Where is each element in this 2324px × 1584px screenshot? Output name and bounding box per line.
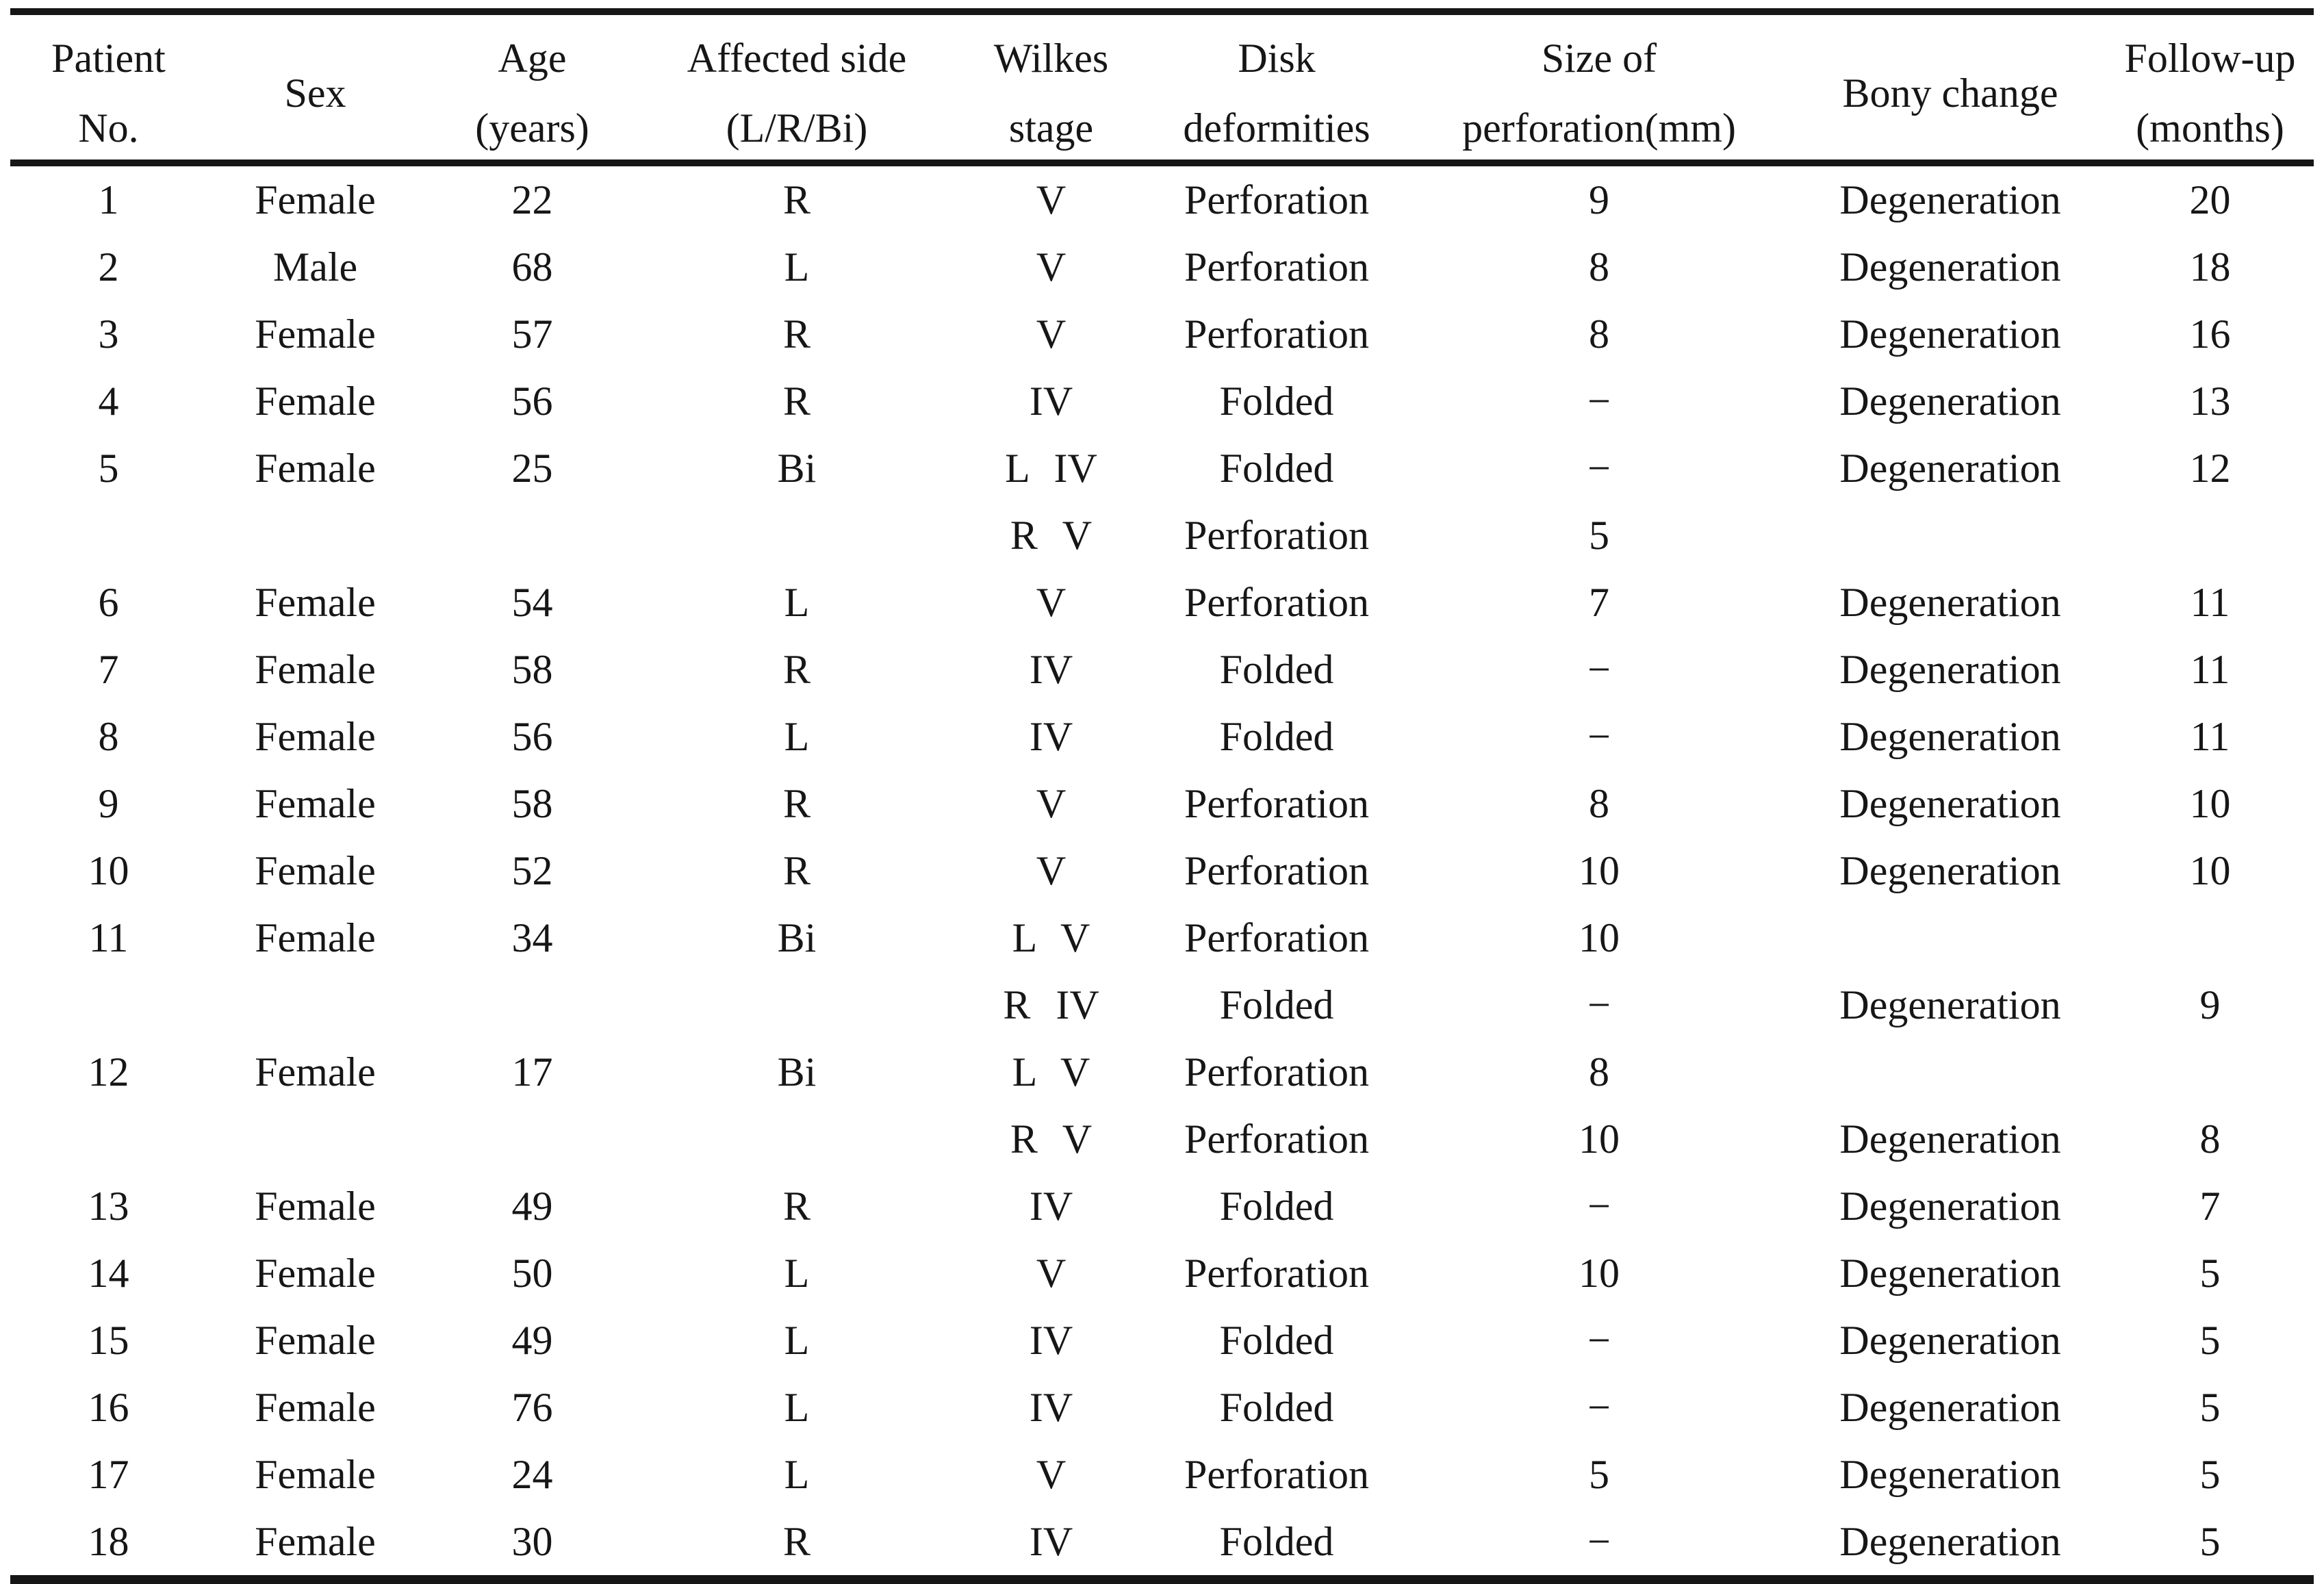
cell-patient-no: 11 [88,915,129,960]
cell-patient-no: 4 [98,379,119,424]
column-header-size-of-perforation [1404,12,1794,163]
cell-wilkes-stage: IV [1029,1318,1073,1363]
cell-affected-side: R [782,647,811,692]
cell-patient-no: 14 [88,1251,129,1296]
cell-follow-up: 12 [2189,446,2231,491]
cell-age: 76 [511,1385,553,1430]
cell-patient-no: 5 [98,446,119,491]
cell-patient-no: 9 [98,781,119,826]
cell-affected-side: R [782,848,811,893]
header-line-1: Patient [51,35,166,81]
cell-sex: Female [255,848,376,893]
cell-patient-no [10,1106,207,1173]
cell-follow-up: 7 [2199,1184,2221,1229]
cell-age: 30 [511,1519,553,1564]
cell-size-of-perforation: 9 [1589,177,1609,222]
cell-follow-up: 13 [2189,379,2231,424]
cell-wilkes-stage: IV [1029,1519,1073,1564]
cell-wilkes-stage: V [1036,244,1067,290]
header-line-2: stage [1008,105,1094,151]
cell-sex: Female [255,1184,376,1229]
cell-disk-deformities: Perforation [1184,580,1369,625]
cell-size-of-perforation: 7 [1589,580,1609,625]
cell-wilkes-stage: IV [1029,1184,1073,1229]
cell-sex: Female [255,1049,376,1095]
cell-bony-change: Degeneration [1839,714,2061,759]
cell-disk-deformities: Perforation [1184,177,1369,222]
cell-sex: Female [255,915,376,960]
column-header-affected-side [641,12,953,163]
cell-disk-deformities: Folded [1219,1519,1334,1564]
header-line-1: Bony change [1842,70,2058,116]
cell-size-of-perforation: − [1587,982,1611,1027]
cell-age: 22 [511,177,553,222]
cell-bony-change: Degeneration [1839,311,2061,357]
cell-affected-side: L [784,1452,810,1497]
column-header-lines [2106,15,2314,159]
table-row [10,636,2314,703]
cell-bony-change: Degeneration [1839,244,2061,290]
cell-affected-side: L [784,244,810,290]
cell-follow-up: 11 [2190,580,2230,625]
cell-wilkes-stage: V [1036,781,1067,826]
cell-patient-no: 18 [88,1519,129,1564]
cell-follow-up: 11 [2190,647,2230,692]
cell-follow-up: 9 [2199,982,2221,1027]
cell-affected-side: Bi [777,1049,817,1095]
cell-wilkes-stage: IV [1029,647,1073,692]
column-header-lines [1149,15,1404,159]
cell-wilkes-stage: V [1036,1251,1067,1296]
cell-bony-change: Degeneration [1839,1318,2061,1363]
cell-sex [207,971,424,1038]
cell-patient-no [10,971,207,1038]
cell-disk-deformities: Folded [1219,647,1334,692]
cell-disk-deformities: Perforation [1184,1251,1369,1296]
cell-bony-change: Degeneration [1839,647,2061,692]
cell-age: 57 [511,311,553,357]
column-header-lines [207,15,424,159]
header-line-2: No. [78,105,139,151]
cell-patient-no: 1 [98,177,119,222]
cell-age: 17 [511,1049,553,1095]
cell-sex: Female [255,379,376,424]
cell-sex [207,1106,424,1173]
cell-bony-change: Degeneration [1839,848,2061,893]
table-row [10,1508,2314,1580]
cell-age: 49 [511,1318,553,1363]
cell-wilkes-stage: L V [1012,1049,1090,1095]
cell-affected-side [641,971,953,1038]
table-header [10,12,2314,163]
cell-sex: Female [255,177,376,222]
cell-disk-deformities: Perforation [1184,1049,1369,1095]
cell-patient-no [10,502,207,569]
cell-age: 50 [511,1251,553,1296]
cell-size-of-perforation: 10 [1579,1116,1620,1162]
cell-bony-change: Degeneration [1839,781,2061,826]
cell-disk-deformities: Perforation [1184,1116,1369,1162]
column-header-lines [1794,15,2106,159]
header-row [10,12,2314,163]
table-row [10,435,2314,502]
cell-bony-change: Degeneration [1839,1385,2061,1430]
cell-bony-change: Degeneration [1839,1116,2061,1162]
cell-size-of-perforation: 10 [1579,1251,1620,1296]
cell-patient-no: 6 [98,580,119,625]
cell-wilkes-stage: V [1036,848,1067,893]
table-body [10,163,2314,1580]
cell-age [424,971,641,1038]
cell-sex: Female [255,1519,376,1564]
cell-disk-deformities: Folded [1219,1385,1334,1430]
cell-wilkes-stage: V [1036,580,1067,625]
header-line-1: Age [498,35,567,81]
cell-bony-change: Degeneration [1839,982,2061,1027]
cell-size-of-perforation: − [1587,647,1611,692]
column-header-lines [10,15,207,159]
cell-size-of-perforation: 8 [1589,781,1609,826]
cell-sex: Female [255,1452,376,1497]
table-row [10,1240,2314,1307]
cell-wilkes-stage: IV [1029,379,1073,424]
cell-follow-up: 20 [2189,177,2231,222]
cell-bony-change: Degeneration [1839,446,2061,491]
cell-disk-deformities: Perforation [1184,848,1369,893]
table-row [10,1173,2314,1240]
cell-follow-up: 18 [2189,244,2231,290]
cell-bony-change: Degeneration [1839,1519,2061,1564]
table-row [10,971,2314,1038]
cell-disk-deformities: Folded [1219,379,1334,424]
cell-affected-side: Bi [777,915,817,960]
cell-patient-no: 12 [88,1049,129,1095]
cell-wilkes-stage: R V [1010,513,1093,558]
cell-follow-up: 5 [2199,1519,2221,1564]
cell-bony-change: Degeneration [1839,177,2061,222]
cell-size-of-perforation: 8 [1589,1049,1609,1095]
cell-size-of-perforation: 8 [1589,311,1609,357]
column-header-wilkes-stage [953,12,1149,163]
cell-disk-deformities: Folded [1219,1184,1334,1229]
table-row [10,1307,2314,1374]
cell-follow-up: 11 [2190,714,2230,759]
cell-wilkes-stage: V [1036,177,1067,222]
cell-age: 58 [511,781,553,826]
cell-wilkes-stage: IV [1029,714,1073,759]
cell-bony-change: Degeneration [1839,379,2061,424]
cell-follow-up [2106,502,2314,569]
cell-wilkes-stage: IV [1029,1385,1073,1430]
cell-disk-deformities: Perforation [1184,244,1369,290]
cell-patient-no: 8 [98,714,119,759]
table-row [10,904,2314,971]
cell-patient-no: 2 [98,244,119,290]
cell-size-of-perforation: − [1587,446,1611,491]
cell-disk-deformities: Perforation [1184,513,1369,558]
cell-bony-change: Degeneration [1839,1452,2061,1497]
cell-size-of-perforation: − [1587,1385,1611,1430]
table-row [10,837,2314,904]
cell-age: 58 [511,647,553,692]
cell-disk-deformities: Perforation [1184,781,1369,826]
table-row [10,1106,2314,1173]
cell-patient-no: 15 [88,1318,129,1363]
header-line-1: Sex [284,70,346,116]
cell-sex: Female [255,446,376,491]
cell-bony-change: Degeneration [1839,1184,2061,1229]
cell-sex: Female [255,781,376,826]
cell-wilkes-stage: V [1036,1452,1067,1497]
table-row [10,163,2314,233]
cell-sex: Female [255,311,376,357]
cell-patient-no: 13 [88,1184,129,1229]
cell-age: 49 [511,1184,553,1229]
cell-size-of-perforation: − [1587,714,1611,759]
cell-size-of-perforation: 5 [1589,513,1609,558]
cell-age: 34 [511,915,553,960]
cell-follow-up: 5 [2199,1452,2221,1497]
cell-wilkes-stage: V [1036,311,1067,357]
header-line-2: perforation(mm) [1462,105,1736,151]
cell-affected-side: R [782,177,811,222]
cell-follow-up: 5 [2199,1251,2221,1296]
cell-wilkes-stage: R IV [1003,982,1099,1027]
cell-affected-side: L [784,1385,810,1430]
cell-patient-no: 7 [98,647,119,692]
cell-sex: Female [255,1251,376,1296]
cell-age: 56 [511,379,553,424]
cell-patient-no: 3 [98,311,119,357]
cell-wilkes-stage: L V [1012,915,1090,960]
column-header-disk-deformities [1149,12,1404,163]
cell-sex: Female [255,1385,376,1430]
cell-sex: Female [255,714,376,759]
table-row [10,301,2314,368]
cell-age [424,1106,641,1173]
cell-affected-side: R [782,379,811,424]
cell-affected-side: L [784,1318,810,1363]
cell-follow-up [2106,904,2314,971]
cell-bony-change [1794,502,2106,569]
cell-disk-deformities: Folded [1219,982,1334,1027]
cell-affected-side [641,1106,953,1173]
cell-disk-deformities: Perforation [1184,311,1369,357]
cell-size-of-perforation: 10 [1579,915,1620,960]
cell-affected-side: R [782,1519,811,1564]
table-row [10,703,2314,770]
cell-age: 68 [511,244,553,290]
cell-bony-change: Degeneration [1839,580,2061,625]
cell-follow-up: 8 [2199,1116,2221,1162]
table-row [10,502,2314,569]
cell-age: 52 [511,848,553,893]
header-line-1: Size of [1541,35,1657,81]
column-header-patient-no [10,12,207,163]
cell-sex: Female [255,647,376,692]
cell-size-of-perforation: − [1587,1318,1611,1363]
column-header-age [424,12,641,163]
cell-follow-up: 10 [2189,781,2231,826]
cell-sex: Female [255,1318,376,1363]
table-row [10,368,2314,435]
cell-follow-up: 5 [2199,1385,2221,1430]
cell-size-of-perforation: 10 [1579,848,1620,893]
header-line-2: (L/R/Bi) [726,105,868,151]
cell-patient-no: 16 [88,1385,129,1430]
cell-size-of-perforation: − [1587,379,1611,424]
cell-age: 24 [511,1452,553,1497]
cell-age: 54 [511,580,553,625]
cell-sex [207,502,424,569]
cell-disk-deformities: Folded [1219,714,1334,759]
cell-affected-side: L [784,580,810,625]
table-row [10,1441,2314,1508]
table-row [10,770,2314,837]
cell-affected-side: L [784,714,810,759]
cell-age: 56 [511,714,553,759]
header-line-1: Follow-up [2124,35,2296,81]
cell-affected-side: R [782,1184,811,1229]
table-row [10,1374,2314,1441]
header-line-1: Disk [1238,35,1316,81]
cell-disk-deformities: Perforation [1184,1452,1369,1497]
cell-patient-no: 10 [88,848,129,893]
column-header-lines [953,15,1149,159]
cell-bony-change [1794,1038,2106,1106]
table-row [10,569,2314,636]
header-line-2: (years) [475,105,589,151]
cell-disk-deformities: Folded [1219,446,1334,491]
cell-affected-side: Bi [777,446,817,491]
column-header-lines [641,15,953,159]
column-header-lines [424,15,641,159]
cell-follow-up: 10 [2189,848,2231,893]
cell-affected-side [641,502,953,569]
cell-affected-side: R [782,311,811,357]
header-line-2: (months) [2136,105,2284,151]
cell-disk-deformities: Perforation [1184,915,1369,960]
cell-age: 25 [511,446,553,491]
cell-bony-change [1794,904,2106,971]
cell-sex: Male [272,244,358,290]
cell-wilkes-stage: L IV [1005,446,1097,491]
cell-affected-side: R [782,781,811,826]
table-row [10,1038,2314,1106]
table-row [10,233,2314,301]
header-line-2: deformities [1183,105,1370,151]
cell-size-of-perforation: 8 [1589,244,1609,290]
column-header-bony-change [1794,12,2106,163]
cell-patient-no: 17 [88,1452,129,1497]
cell-sex: Female [255,580,376,625]
cell-bony-change: Degeneration [1839,1251,2061,1296]
cell-wilkes-stage: R V [1010,1116,1093,1162]
cell-affected-side: L [784,1251,810,1296]
column-header-follow-up [2106,12,2314,163]
cell-follow-up: 16 [2189,311,2231,357]
header-line-1: Affected side [687,35,907,81]
cell-follow-up: 5 [2199,1318,2221,1363]
cell-size-of-perforation: − [1587,1184,1611,1229]
header-line-1: Wilkes [993,35,1109,81]
cell-disk-deformities: Folded [1219,1318,1334,1363]
column-header-lines [1404,15,1794,159]
column-header-sex [207,12,424,163]
cell-size-of-perforation: 5 [1589,1452,1609,1497]
cell-age [424,502,641,569]
cell-size-of-perforation: − [1587,1519,1611,1564]
cell-follow-up [2106,1038,2314,1106]
patients-table [10,8,2314,1584]
